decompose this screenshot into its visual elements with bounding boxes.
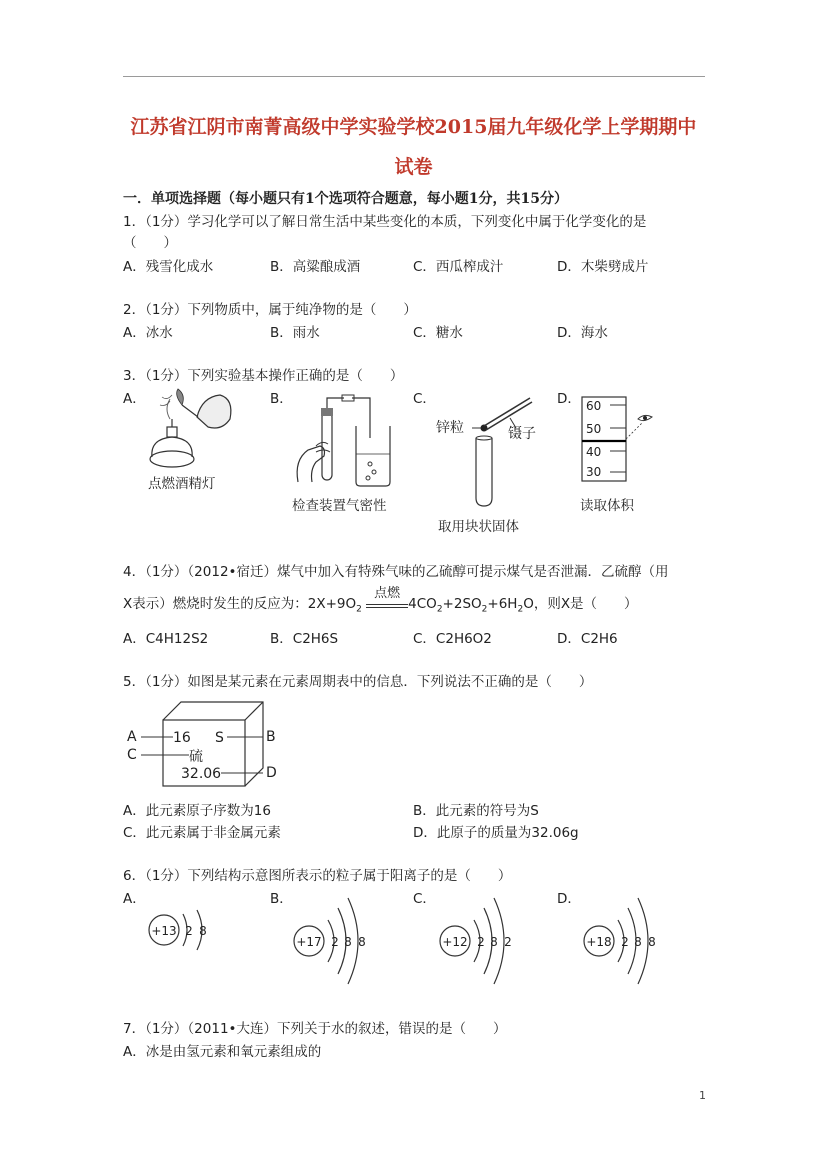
q4-option-a: A．C4H12S2	[123, 631, 209, 647]
element-box-figure	[123, 694, 293, 794]
q1-option-b: B．高粱酿成酒	[270, 259, 361, 275]
svg-text:B: B	[266, 729, 276, 745]
q3-stem: 3．（1分）下列实验基本操作正确的是（ ）	[123, 368, 404, 384]
q1-option-a: A．残雪化成水	[123, 259, 214, 275]
zinc-label: 锌粒	[436, 420, 464, 436]
reaction-arrow: 点燃	[366, 596, 408, 608]
svg-text:2: 2	[504, 935, 512, 949]
q3-caption-c: 取用块状固体	[438, 519, 519, 535]
page-number: 1	[699, 1089, 706, 1102]
q5-option-d: D．此原子的质量为32.06g	[413, 825, 579, 841]
q7-stem: 7．（1分）（2011•大连）下列关于水的叙述，错误的是（ ）	[123, 1021, 507, 1037]
q3-caption-d: 读取体积	[580, 498, 634, 514]
svg-text:8: 8	[490, 935, 498, 949]
q6-letter-b: B．	[270, 891, 293, 907]
svg-text:8: 8	[199, 924, 207, 938]
q3-letter-b: B．	[270, 391, 293, 407]
svg-text:30: 30	[586, 465, 602, 479]
svg-text:硫: 硫	[189, 749, 203, 765]
q5-option-b: B．此元素的符号为S	[413, 803, 539, 819]
q3-letter-d: D．	[557, 391, 581, 407]
q1-option-c: C．西瓜榨成汁	[413, 259, 504, 275]
title-line-2: 试卷	[394, 156, 433, 178]
cylinder-figure	[576, 395, 656, 485]
svg-text:50: 50	[586, 422, 602, 436]
q6-letter-c: C．	[413, 891, 436, 907]
svg-text:32.06: 32.06	[181, 766, 222, 782]
svg-text:8: 8	[358, 935, 366, 949]
atom-diagram-a	[145, 902, 235, 958]
q3-caption-a: 点燃酒精灯	[148, 476, 216, 492]
tweezers-figure	[436, 390, 546, 510]
q4-option-c: C．C2H6O2	[413, 631, 492, 647]
svg-text:8: 8	[634, 935, 642, 949]
q1-option-d: D．木柴劈成片	[557, 259, 649, 275]
svg-text:+12: +12	[442, 935, 468, 949]
svg-text:8: 8	[648, 935, 656, 949]
q6-stem: 6．（1分）下列结构示意图所表示的粒子属于阳离子的是（ ）	[123, 868, 512, 884]
title-line-1: 江苏省江阴市南菁高级中学实验学校2015届九年级化学上学期期中	[130, 116, 697, 138]
q4-line-2: X表示）燃烧时发生的反应为：$2X+9O_2$ 点燃 $4CO_2+2SO_2+6H_2O$，则X是（ ）	[123, 586, 638, 615]
svg-text:2: 2	[477, 935, 485, 949]
q2-stem: 2．（1分）下列物质中，属于纯净物的是（ ）	[123, 302, 417, 318]
svg-text:A: A	[127, 729, 137, 745]
q6-letter-d: D．	[557, 891, 581, 907]
svg-text:2: 2	[621, 935, 629, 949]
q5-option-c: C．此元素属于非金属元素	[123, 825, 281, 841]
q4-line-1: 4．（1分）（2012•宿迁）煤气中加入有特殊气味的乙硫醇可提示煤气是否泄漏．乙硫醇（用	[123, 564, 669, 580]
q7-option-a: A．冰是由氢元素和氧元素组成的	[123, 1044, 322, 1060]
svg-text:2: 2	[185, 924, 193, 938]
q5-option-a: A．此元素原子序数为16	[123, 803, 271, 819]
svg-text:C: C	[127, 747, 137, 763]
svg-text:+17: +17	[296, 935, 322, 949]
q4-option-d: D．C2H6	[557, 631, 618, 647]
tweezers-label: 镊子	[508, 426, 536, 442]
svg-text:D: D	[266, 765, 277, 781]
q3-letter-c: C．	[413, 391, 436, 407]
airtightness-figure	[290, 390, 400, 490]
q2-option-a: A．冰水	[123, 325, 173, 341]
svg-text:16: 16	[173, 730, 191, 746]
q2-option-c: C．糖水	[413, 325, 463, 341]
q3-letter-a: A．	[123, 391, 146, 407]
section-heading: 一．单项选择题（每小题只有1个选项符合题意，每小题1分，共15分）	[123, 191, 568, 207]
q1-paren: （ ）	[123, 235, 177, 251]
svg-text:S: S	[215, 730, 224, 746]
header-rule	[123, 76, 705, 77]
q2-option-d: D．海水	[557, 325, 608, 341]
svg-text:40: 40	[586, 445, 602, 459]
atom-diagram-b	[290, 894, 380, 990]
svg-text:+18: +18	[586, 935, 612, 949]
q4-option-b: B．C2H6S	[270, 631, 339, 647]
svg-text:+13: +13	[151, 924, 177, 938]
atom-diagram-c	[436, 894, 526, 990]
svg-text:8: 8	[344, 935, 352, 949]
q2-option-b: B．雨水	[270, 325, 320, 341]
q6-letter-a: A．	[123, 891, 146, 907]
svg-text:60: 60	[586, 399, 602, 413]
svg-text:2: 2	[331, 935, 339, 949]
q5-stem: 5．（1分）如图是某元素在元素周期表中的信息．下列说法不正确的是（ ）	[123, 674, 593, 690]
atom-diagram-d	[580, 894, 670, 990]
alcohol-lamp-figure	[142, 387, 237, 469]
q3-caption-b: 检查装置气密性	[292, 498, 387, 514]
q1-stem: 1．（1分）学习化学可以了解日常生活中某些变化的本质，下列变化中属于化学变化的是	[123, 214, 647, 230]
